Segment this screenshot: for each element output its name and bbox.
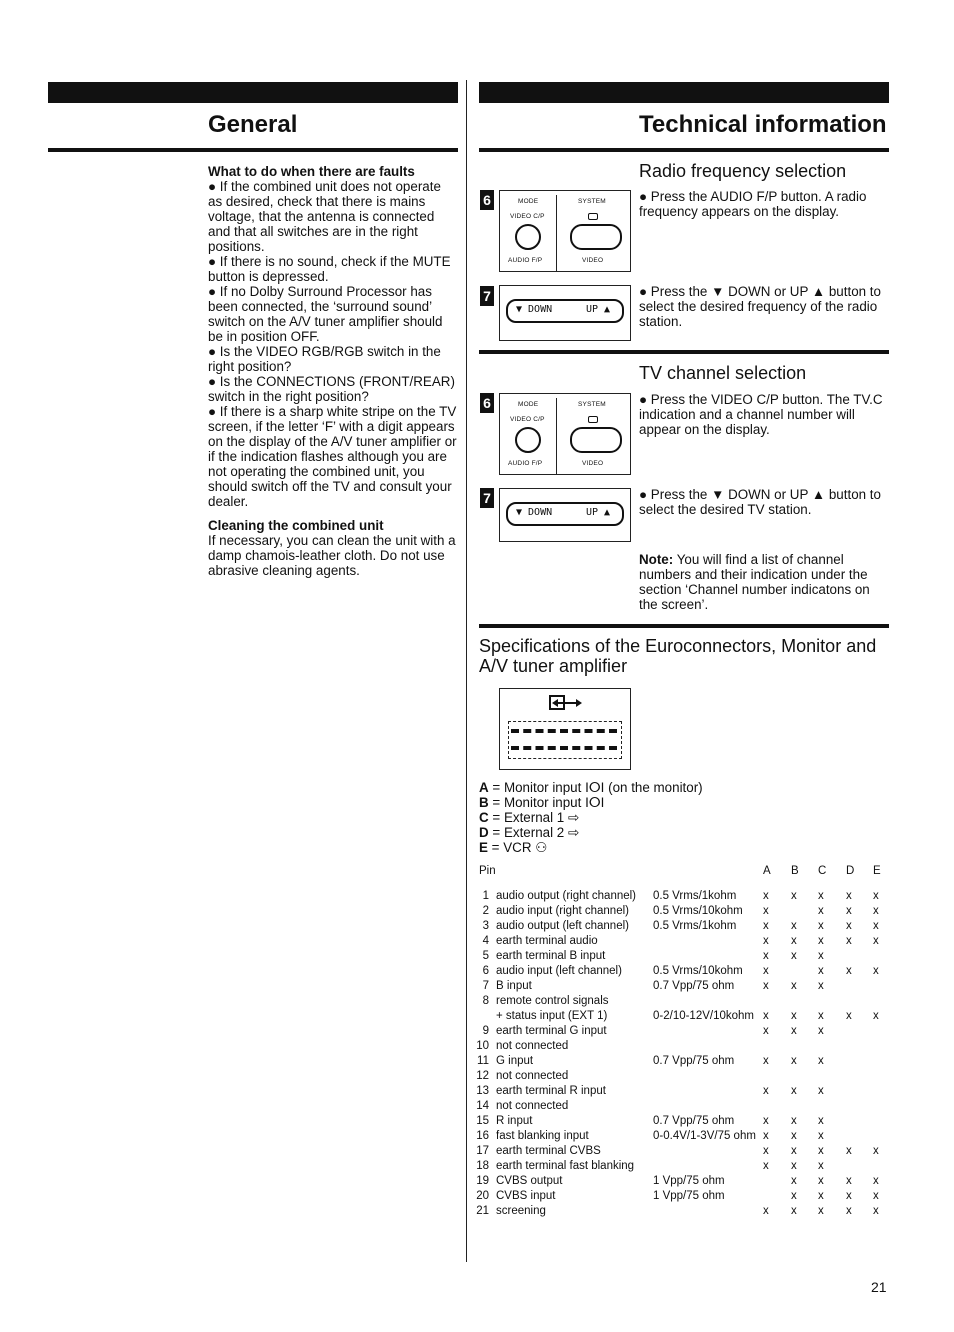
pin-mark-e: x [873,1205,879,1217]
pin-mark-b: x [791,980,797,992]
pin-mark-e: x [873,920,879,932]
pin-row [477,1174,887,1189]
pin-mark-c: x [818,935,824,947]
up-button[interactable]: UP ▲ [586,304,611,315]
tv-heading: TV channel selection [639,363,807,383]
pin-mark-c: x [818,1205,824,1217]
pin-mark-b: x [791,920,797,932]
pin-function: fast blanking input [496,1130,589,1142]
pin-value: 0.7 Vpp/75 ohm [653,980,735,992]
pin-row [477,1084,887,1099]
video-cp-button[interactable] [515,427,541,453]
technical-title: Technical information [639,111,887,138]
pin-mark-c: x [818,1010,824,1022]
pin-mark-a: x [763,1160,769,1172]
pin-mark-a: x [763,1025,769,1037]
pin-mark-b: x [791,1085,797,1097]
pin-value: 0.7 Vpp/75 ohm [653,1055,735,1067]
down-button[interactable]: ▼ DOWN [516,304,553,315]
pin-mark-d: x [846,935,852,947]
pin-function: B input [496,980,532,992]
pin-mark-b: x [791,1190,797,1202]
pin-number: 4 [482,935,489,947]
pin-row [477,1144,887,1159]
pin-value: 0.5 Vrms/10kohm [653,905,743,917]
column-divider [466,80,467,1262]
pin-mark-b: x [791,890,797,902]
cleaning-heading: Cleaning the combined unit [208,518,384,533]
radio-step6-text: ● Press the AUDIO F/P button. A radio frequency appears on the display. [639,189,867,219]
pin-number: 14 [476,1100,489,1112]
pin-mark-d: x [846,890,852,902]
pin-mark-a: x [763,950,769,962]
pin-value: 1 Vpp/75 ohm [653,1175,725,1187]
system-button[interactable] [570,224,622,250]
pin-function: screening [496,1205,546,1217]
pin-row [477,949,887,964]
pin-function: audio output (right channel) [496,890,637,902]
fault-item: ● Is the CONNECTIONS (FRONT/REAR) switch in the right position? [208,374,455,404]
step-6-badge: 6 [480,190,494,210]
pin-mark-e: x [873,905,879,917]
legend-item: E = VCR ⚇ [479,840,548,855]
pin-number: 2 [482,905,489,917]
pin-mark-d: x [846,905,852,917]
pin-mark-e: x [873,890,879,902]
pin-header: Pin [479,865,496,877]
system-button[interactable] [570,427,622,453]
pin-row [477,1159,887,1174]
fault-item: ● If there is a sharp white stripe on the TV screen, if the letter ‘F’ with a digit appears on the display of the A/V tuner amplifier or if the indication flashes although you are not operating the combined unit, you should switch off the TV and consult your dealer. [208,404,457,509]
video-cp-label: VIDEO C/P [510,213,545,220]
pin-mark-d: x [846,920,852,932]
mode-system-panel [499,393,631,475]
pin-row [477,919,887,934]
pin-number: 13 [476,1085,489,1097]
step-7-badge: 7 [480,488,494,508]
pin-number: 9 [482,1025,489,1037]
pin-mark-d: x [846,965,852,977]
pin-mark-d: x [846,1190,852,1202]
col-header-e: E [873,865,881,877]
legend-item: C = External 1 ⇨ [479,810,580,825]
step-7-badge: 7 [480,286,494,306]
pin-number: 7 [482,980,489,992]
col-header-d: D [846,865,855,877]
pin-function: earth terminal audio [496,935,598,947]
pin-function: not connected [496,1040,569,1052]
pin-mark-c: x [818,1115,824,1127]
mode-label: MODE [518,401,539,408]
pin-function: CVBS output [496,1175,563,1187]
pin-number: 8 [482,995,489,1007]
down-up-rocker [506,299,624,323]
col-header-a: A [763,865,771,877]
note-text: You will find a list of channel numbers and their indication under the section ‘Channel number indicatons on the screen’. [639,552,870,612]
down-up-rocker [506,502,624,526]
pin-mark-e: x [873,1175,879,1187]
pin-number: 16 [476,1130,489,1142]
pin-mark-a: x [763,965,769,977]
pin-mark-e: x [873,965,879,977]
specs-heading: Specifications of the Euroconnectors, Monitor and A/V tuner amplifier [479,636,877,676]
pin-mark-c: x [818,980,824,992]
pin-mark-b: x [791,935,797,947]
pin-mark-b: x [791,950,797,962]
pin-mark-d: x [846,1010,852,1022]
pin-mark-c: x [818,950,824,962]
down-up-panel [499,285,631,341]
video-label: VIDEO [582,257,604,264]
pin-function: earth terminal G input [496,1025,607,1037]
pin-function: audio input (right channel) [496,905,629,917]
radio-section-rule [479,350,889,354]
pin-function: not connected [496,1100,569,1112]
pin-function: earth terminal B input [496,950,606,962]
pin-row [477,1054,887,1069]
pin-mark-d: x [846,1205,852,1217]
technical-header-bar [479,82,889,103]
general-title-rule [48,148,458,152]
pin-mark-e: x [873,1145,879,1157]
pin-mark-c: x [818,1190,824,1202]
pin-row [477,964,887,979]
pin-row [477,979,887,994]
pin-row [477,1099,887,1114]
video-label: VIDEO [582,460,604,467]
mode-label: MODE [518,198,539,205]
pin-mark-b: x [791,1025,797,1037]
tv-step7-text: ● Press the ▼ DOWN or UP ▲ button to select the desired TV station. [639,487,881,517]
col-header-c: C [818,865,827,877]
pin-function: CVBS input [496,1190,556,1202]
step-6-badge: 6 [480,393,494,413]
tv-section-rule [479,624,889,628]
radio-heading: Radio frequency selection [639,161,847,181]
faults-heading: What to do when there are faults [208,164,415,179]
fault-item: ● Is the VIDEO RGB/RGB switch in the right position? [208,344,441,374]
pin-number: 1 [482,890,489,902]
pin-mark-a: x [763,1010,769,1022]
pin-row [477,1039,887,1054]
pin-mark-a: x [763,905,769,917]
pin-mark-e: x [873,1190,879,1202]
pin-function: + status input (EXT 1) [496,1010,608,1022]
pin-row [477,1129,887,1144]
pin-value: 0-2/10-12V/10kohm [653,1010,755,1022]
down-up-panel [499,488,631,542]
pin-mark-a: x [763,1205,769,1217]
connector-legend [479,780,739,855]
pin-mark-a: x [763,935,769,947]
pin-mark-a: x [763,1085,769,1097]
euroconnector-diagram [499,688,631,770]
pin-row [477,889,887,904]
pin-mark-b: x [791,1010,797,1022]
pin-number: 20 [476,1190,489,1202]
pin-mark-c: x [818,1145,824,1157]
tv-note [639,552,887,612]
pin-mark-a: x [763,1145,769,1157]
pin-mark-c: x [818,1130,824,1142]
pin-value: 0.5 Vrms/1kohm [653,920,737,932]
pin-row [477,994,887,1009]
pin-mark-c: x [818,1025,824,1037]
general-body [208,164,458,578]
connector-pin-rows [508,721,622,759]
pin-row [477,904,887,919]
pin-value: 0.5 Vrms/1kohm [653,890,737,902]
audio-fp-label: AUDIO F/P [508,257,543,264]
pin-function: remote control signals [496,995,609,1007]
general-title: General [208,111,298,138]
pin-row [477,1204,887,1219]
pin-function: audio input (left channel) [496,965,622,977]
audio-fp-label: AUDIO F/P [508,460,543,467]
radio-step7-text: ● Press the ▼ DOWN or UP ▲ button to select the desired frequency of the radio station. [639,284,881,329]
pin-function: not connected [496,1070,569,1082]
note-label: Note: [639,552,674,567]
legend-item: A = Monitor input IⵔI (on the monitor) [479,780,703,795]
pin-mark-c: x [818,1055,824,1067]
pin-mark-b: x [791,1160,797,1172]
pin-function: R input [496,1115,533,1127]
pin-mark-a: x [763,1055,769,1067]
page-number: 21 [871,1279,887,1295]
pin-row [477,1114,887,1129]
pin-row [477,1189,887,1204]
system-label: SYSTEM [578,198,606,205]
technical-title-rule [479,148,889,152]
legend-item: B = Monitor input IⵔI [479,795,605,810]
pin-mark-b: x [791,1130,797,1142]
system-indicator-icon [588,213,598,220]
down-button[interactable]: ▼ DOWN [516,507,553,518]
pin-number: 6 [482,965,489,977]
mode-system-panel [499,190,631,272]
pin-number: 15 [476,1115,489,1127]
system-label: SYSTEM [578,401,606,408]
pin-mark-b: x [791,1115,797,1127]
cleaning-text: If necessary, you can clean the unit with a damp chamois-leather cloth. Do not use abrasive cleaning agents. [208,533,456,578]
pin-number: 18 [476,1160,489,1172]
pin-value: 1 Vpp/75 ohm [653,1190,725,1202]
pin-mark-d: x [846,1145,852,1157]
pin-mark-b: x [791,1205,797,1217]
pin-mark-b: x [791,1175,797,1187]
fault-item: ● If the combined unit does not operate as desired, check that there is mains voltage, that the antenna is connected and that all switches are in the right positions. [208,179,441,254]
pin-mark-c: x [818,905,824,917]
pin-number: 12 [476,1070,489,1082]
pin-mark-b: x [791,1145,797,1157]
tv-step6-text: ● Press the VIDEO C/P button. The TV.C indication and a channel number will appear on the display. [639,392,883,437]
pin-mark-b: x [791,1055,797,1067]
fault-item: ● If there is no sound, check if the MUTE button is depressed. [208,254,451,284]
pin-mark-c: x [818,1160,824,1172]
pin-mark-a: x [763,890,769,902]
pin-mark-e: x [873,935,879,947]
pin-function: earth terminal R input [496,1085,606,1097]
pin-number: 11 [477,1055,489,1067]
pin-number: 19 [476,1175,489,1187]
pin-value: 0.7 Vpp/75 ohm [653,1115,735,1127]
pin-value: 0-0.4V/1-3V/75 ohm [653,1130,756,1142]
pin-function: earth terminal fast blanking [496,1160,635,1172]
up-button[interactable]: UP ▲ [586,507,611,518]
pin-row [477,934,887,949]
pin-mark-c: x [818,890,824,902]
pin-function: G input [496,1055,534,1067]
pin-mark-a: x [763,1130,769,1142]
pin-mark-c: x [818,920,824,932]
pin-mark-a: x [763,980,769,992]
general-header-bar [48,82,458,103]
video-cp-button[interactable] [515,224,541,250]
pin-number: 5 [482,950,489,962]
pin-row [477,1024,887,1039]
pin-mark-c: x [818,1175,824,1187]
pin-number: 10 [476,1040,489,1052]
pin-mark-e: x [873,1010,879,1022]
pin-number: 3 [482,920,489,932]
video-cp-label: VIDEO C/P [510,416,545,423]
pin-row [477,1009,887,1024]
pin-number: 17 [476,1145,489,1157]
pin-mark-c: x [818,965,824,977]
pin-function: earth terminal CVBS [496,1145,601,1157]
col-header-b: B [791,865,799,877]
euroconnector-icon [548,693,588,713]
pin-function: audio output (left channel) [496,920,629,932]
pin-value: 0.5 Vrms/10kohm [653,965,743,977]
pin-number: 21 [476,1205,489,1217]
pin-mark-d: x [846,1175,852,1187]
pin-mark-a: x [763,1115,769,1127]
pin-row [477,1069,887,1084]
fault-item: ● If no Dolby Surround Processor has been connected, the ‘surround sound’ switch on the A/V tuner amplifier should be in position OFF. [208,284,443,344]
system-indicator-icon [588,416,598,423]
legend-item: D = External 2 ⇨ [479,825,580,840]
pin-mark-c: x [818,1085,824,1097]
pin-mark-a: x [763,920,769,932]
